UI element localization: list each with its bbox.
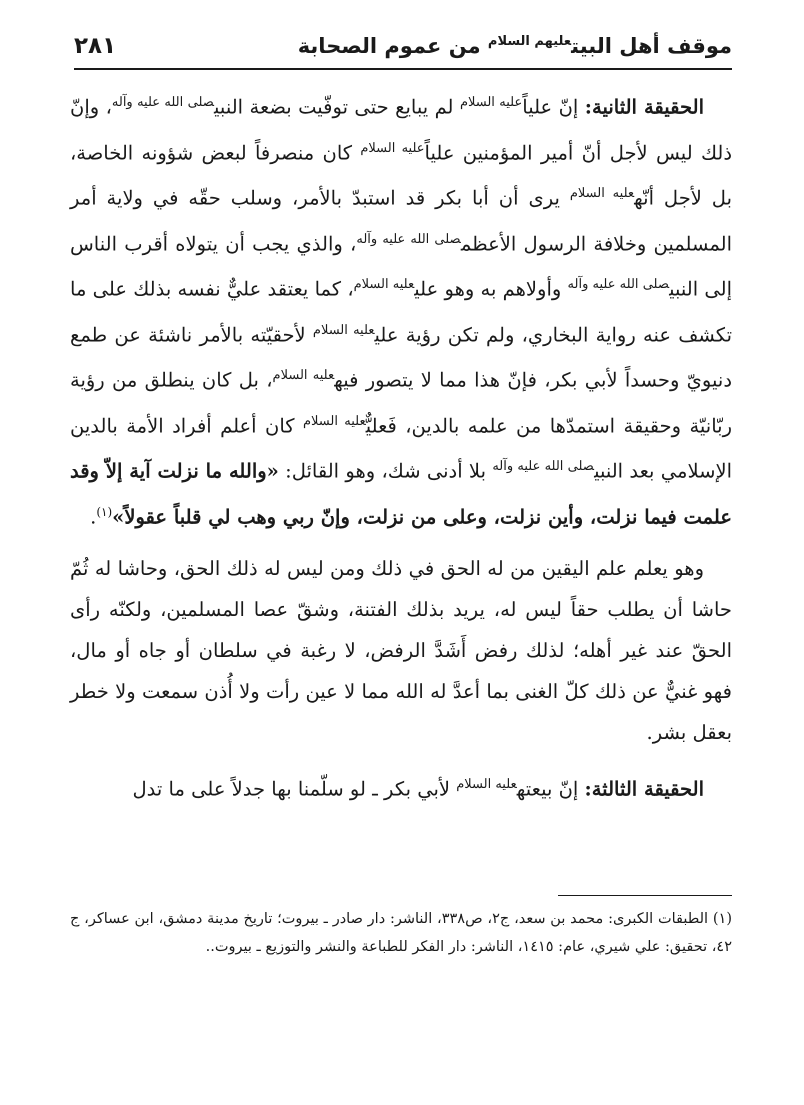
honorific-symbol: صلى الله عليه وآله [111, 95, 215, 110]
paragraph [70, 82, 732, 537]
main-text [70, 82, 732, 810]
honorific-symbol: صلى الله عليه وآله [567, 277, 670, 292]
honorific-symbol: عليه السلام [459, 95, 523, 110]
text-run: كان أعلم أفراد الأمة بالدين الإسلامي بعد النبي [70, 414, 732, 483]
honorific-symbol: عليه السلام [312, 322, 375, 338]
honorific-symbol: عليه السلام [569, 186, 635, 201]
footnote-marker[interactable]: (١) [96, 504, 113, 519]
text-run: ، كما يعتقد عليٌّ نفسه بذلك على ما تكشف عنه رواية البخاري، ولم تكن رؤية علي [70, 277, 732, 346]
quotation: «والله ما نزلت آية إلاّ وقد علمت فيما نزلت، وأين نزلت، وعلى من نزلت، وإنّ ربي وهب لي قلباً عقولاً» [70, 459, 732, 528]
footnote-divider [558, 895, 732, 896]
honorific-symbol: عليه السلام [353, 277, 415, 292]
footnote: (١) الطبقات الكبرى: محمد بن سعد، ج٢، ص٣٣٨، الناشر: دار صادر ـ بيروت؛ تاريخ مدينة دمشق، ابن عساكر، ج ٤٢، تحقيق: علي شيري، عام: ١٤١٥، الناشر: دار الفكر للطباعة والنشر والتوزيع ـ بيروت.. [70, 911, 732, 955]
footnotes [70, 905, 732, 961]
text-run: يرى أن أبا بكر قد استبدّ بالأمر، وسلب حقّه في ولاية أمر المسلمين وخلافة الرسول الأعظم [70, 186, 732, 255]
honorific-symbol: صلى الله عليه وآله [492, 459, 595, 474]
text-run: إنّ بيعته [516, 777, 585, 801]
honorific-symbol: عليه السلام [302, 413, 366, 429]
running-title-start: موقف أهل البيت [571, 34, 732, 58]
section-term: الحقيقة الثالثة: [584, 777, 704, 801]
text-run: لأحقيّته بالأمر ناشئة عن طمع دنيويّ وحسداً لأبي بكر، فإنّ هذا مما لا يتصور فيه [70, 323, 733, 392]
running-title [298, 34, 732, 58]
honorific-symbol: عليهم السلام [487, 34, 572, 49]
text-run: لم يبايع حتى توفّيت بضعة النبي [214, 95, 460, 119]
text-run: لأبي بكر ـ لو سلّمنا بها جدلاً على ما تدل [132, 777, 457, 801]
text-run: ، وإنّ ذلك ليس لأجل أنّ أمير المؤمنين علياً [70, 95, 732, 164]
text-run: بلا أدنى شك، وهو القائل: [278, 459, 493, 483]
text-run: كان منصرفاً لبعض شؤونه الخاصة، بل لأجل أنّه [70, 141, 733, 210]
running-title-end: من عموم الصحابة [297, 34, 488, 58]
honorific-symbol: صلى الله عليه وآله [356, 231, 461, 247]
text-run: وأولاهم به وهو علي [414, 277, 568, 301]
page-header [74, 24, 732, 70]
honorific-symbol: عليه السلام [272, 368, 335, 383]
honorific-symbol: عليه السلام [360, 140, 425, 156]
page-number: ٢٨١ [74, 33, 117, 59]
text-run: ، والذي يجب أن يتولاه أقرب الناس إلى النبي [70, 232, 732, 301]
paragraph: وهو يعلم علم اليقين من له الحق في ذلك ومن ليس له ذلك الحق، وحاشا له ثُمّ حاشا أن يطلب حقاً ليس له، يريد بذلك الفتنة، وشقّ عصا المسلمين، ولكنّه رأى الحقّ عند غير أهله؛ لذلك رفض أَشَدَّ الرفض، لا رغبة في سلطان أو جاه أو مال، فهو غنيٌّ عن ذلك كلّ الغنى بما أعدَّ له الله مما لا عين رأت ولا أُذن سمعت ولا خطر بعقل بشر. [70, 557, 732, 744]
text-run: ، بل كان ينطلق من رؤية ربّانيّة وحقيقة استمدّها من علمه بالدين، فَعليٌّ [70, 368, 732, 437]
honorific-symbol: عليه السلام [456, 777, 517, 792]
paragraph [70, 764, 732, 810]
text-run: إنّ علياً [522, 95, 585, 119]
section-term: الحقيقة الثانية: [584, 95, 704, 119]
text-run: . [90, 505, 97, 528]
